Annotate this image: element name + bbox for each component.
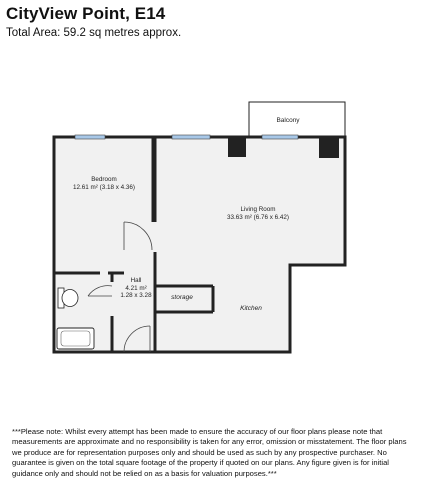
bedroom-dims: 12.61 m² (3.18 x 4.36) <box>73 184 135 191</box>
storage-label: storage <box>171 294 193 301</box>
bedroom-label: Bedroom <box>91 176 117 183</box>
hall-dims: 1.28 x 3.28 <box>120 292 152 299</box>
property-title: CityView Point, E14 <box>6 4 166 23</box>
disclaimer-text: ***Please note: Whilst every attempt has been made to ensure the accuracy of our floor plans please note that measurements are approximate and no responsibility is taken for any error, omission or misstatement. The floor plans we produce are for representation purposes only and should be used as such by any prospective purchaser. No guarantee is given on the total square footage of the property if quoted on our plans. Any figure given is for initial guidance only and should not be relied on as a basis for valuation purposes.*** <box>12 427 407 478</box>
balcony-label: Balcony <box>276 117 300 124</box>
toilet-icon <box>58 288 78 308</box>
living-room-dims: 33.63 m² (6.76 x 6.42) <box>227 214 289 221</box>
total-area: Total Area: 59.2 sq metres approx. <box>6 27 182 39</box>
hall-area: 4.21 m² <box>125 285 147 292</box>
living-room-label: Living Room <box>240 206 276 213</box>
floor-outline <box>54 137 345 352</box>
kitchen-label: Kitchen <box>240 305 262 312</box>
bathtub-icon <box>57 328 94 349</box>
hall-label: Hall <box>130 277 142 284</box>
